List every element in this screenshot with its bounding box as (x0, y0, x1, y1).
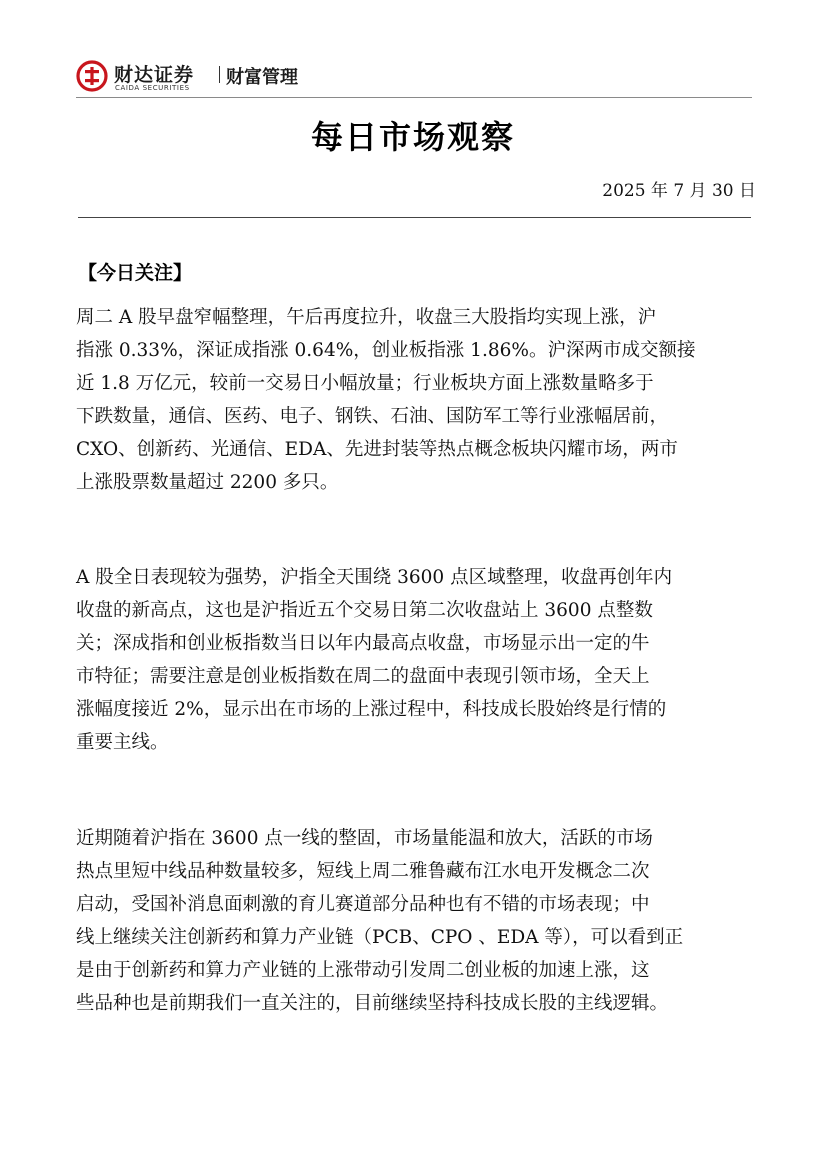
page-header (76, 58, 752, 98)
paragraph-line: 周二 A 股早盘窄幅整理，午后再度拉升，收盘三大股指均实现上涨，沪 (76, 307, 657, 328)
paragraph-line: 近期随着沪指在 3600 点一线的整固，市场量能温和放大，活跃的市场 (76, 828, 653, 849)
paragraph-line: 涨幅度接近 2%，显示出在市场的上涨过程中，科技成长股始终是行情的 (76, 699, 667, 720)
report-date: 2025 年 7 月 30 日 (602, 181, 756, 201)
paragraph-line: 些品种也是前期我们一直关注的，目前继续坚持科技成长股的主线逻辑。 (76, 993, 669, 1014)
header-divider (76, 97, 752, 98)
paragraph-line: 指涨 0.33%，深证成指涨 0.64%，创业板指涨 1.86%。沪深两市成交额接 (76, 340, 696, 361)
brand-divider (219, 66, 220, 83)
caida-logo-icon (76, 60, 108, 92)
paragraph-line: 上涨股票数量超过 2200 多只。 (76, 472, 339, 493)
paragraph-line: 下跌数量，通信、医药、电子、钢铁、石油、国防军工等行业涨幅居前， (76, 406, 669, 427)
brand-name: 财达证券 (114, 64, 195, 86)
page-title: 每日市场观察 (310, 118, 515, 156)
paragraph-outlook (76, 822, 752, 1020)
paragraph-market-summary (76, 301, 752, 499)
paragraph-line: 线上继续关注创新药和算力产业链（PCB、CPO 、EDA 等），可以看到正 (76, 927, 684, 948)
title-divider (78, 217, 751, 218)
paragraph-line: 热点里短中线品种数量较多，短线上周二雅鲁藏布江水电开发概念二次 (76, 861, 650, 882)
paragraph-line: 市特征；需要注意是创业板指数在周二的盘面中表现引领市场，全天上 (76, 666, 650, 687)
paragraph-line: 重要主线。 (76, 732, 169, 753)
paragraph-index-analysis (76, 561, 752, 759)
paragraph-line: CXO、创新药、光通信、EDA、先进封装等热点概念板块闪耀市场，两市 (76, 439, 678, 460)
brand-name-english: CAIDA SECURITIES (115, 84, 190, 92)
paragraph-line: 关；深成指和创业板指数当日以年内最高点收盘，市场显示出一定的牛 (76, 633, 650, 654)
paragraph-line: 启动，受国补消息面刺激的育儿赛道部分品种也有不错的市场表现；中 (76, 894, 650, 915)
paragraph-line: 近 1.8 万亿元，较前一交易日小幅放量；行业板块方面上涨数量略多于 (76, 373, 654, 394)
brand-subtitle: 财富管理 (226, 67, 298, 88)
paragraph-line: A 股全日表现较为强势，沪指全天围绕 3600 点区域整理，收盘再创年内 (76, 567, 673, 588)
paragraph-line: 是由于创新药和算力产业链的上涨带动引发周二创业板的加速上涨，这 (76, 960, 650, 981)
paragraph-line: 收盘的新高点，这也是沪指近五个交易日第二次收盘站上 3600 点整数 (76, 600, 653, 621)
section-heading: 【今日关注】 (78, 262, 193, 284)
